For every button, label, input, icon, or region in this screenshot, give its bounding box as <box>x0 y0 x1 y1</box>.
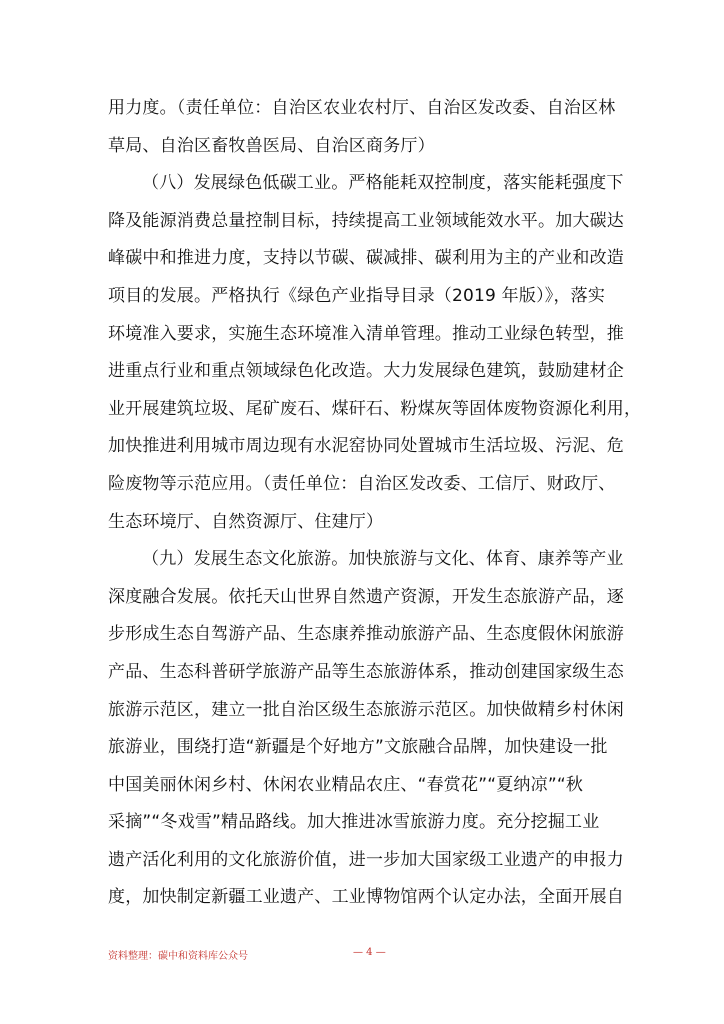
text-line: 度，加快制定新疆工业遗产、工业博物馆两个认定办法，全面开展自 <box>108 887 624 908</box>
text-line: 峰碳中和推进力度，支持以节碳、碳减排、碳利用为主的产业和改造 <box>108 248 624 269</box>
body-text <box>108 90 642 917</box>
text-line: 加快推进利用城市周边现有水泥窑协同处置城市生活垃圾、污泥、危 <box>108 436 624 457</box>
text-line: 降及能源消费总量控制目标，持续提高工业领域能效水平。加大碳达 <box>108 210 624 231</box>
text-line: 业开展建筑垃圾、尾矿废石、煤矸石、粉煤灰等固体废物资源化利用， <box>108 398 642 419</box>
text-line: 深度融合发展。依托天山世界自然遗产资源，开发生态旅游产品，逐 <box>108 586 624 607</box>
text-line: 生态环境厅、自然资源厅、住建厅） <box>108 511 384 532</box>
text-line: 用力度。（责任单位：自治区农业农村厅、自治区发改委、自治区林 <box>108 98 616 118</box>
section-heading-line: （八）发展绿色低碳工业。严格能耗双控制度，落实能耗强度下 <box>142 173 624 194</box>
text-line: 草局、自治区畜牧兽医局、自治区商务厅） <box>108 135 435 156</box>
text-line: 环境准入要求，实施生态环境准入清单管理。推动工业绿色转型，推 <box>108 323 624 344</box>
text-line: 采摘”“冬戏雪”精品路线。加大推进冰雪旅游力度。充分挖掘工业 <box>108 812 600 833</box>
text-line: 遗产活化利用的文化旅游价值，进一步加大国家级工业遗产的申报力 <box>108 849 624 870</box>
text-line: 进重点行业和重点领域绿色化改造。大力发展绿色建筑，鼓励建材企 <box>108 361 624 382</box>
text-line: 险废物等示范应用。（责任单位：自治区发改委、工信厅、财政厅、 <box>108 473 616 494</box>
text-line: 旅游业，围绕打造“新疆是个好地方”文旅融合品牌，加快建设一批 <box>108 737 608 758</box>
text-line: 项目的发展。严格执行《绿色产业指导目录（2019 年版）》，落实 <box>108 285 606 306</box>
footer-source: 资料整理：碳中和资料库公众号 <box>108 951 248 962</box>
text-line: 中国美丽休闲乡村、休闲农业精品农庄、“春赏花”“夏纳凉”“秋 <box>108 774 584 795</box>
text-line: 步形成生态自驾游产品、生态康养推动旅游产品、生态度假休闲旅游 <box>108 624 624 645</box>
text-line: 旅游示范区，建立一批自治区级生态旅游示范区。加快做精乡村休闲 <box>108 699 624 720</box>
page-number: — 4 — <box>353 947 386 958</box>
text-line: 产品、生态科普研学旅游产品等生态旅游体系，推动创建国家级生态 <box>108 661 624 682</box>
section-heading-line: （九）发展生态文化旅游。加快旅游与文化、体育、康养等产业 <box>142 549 624 570</box>
